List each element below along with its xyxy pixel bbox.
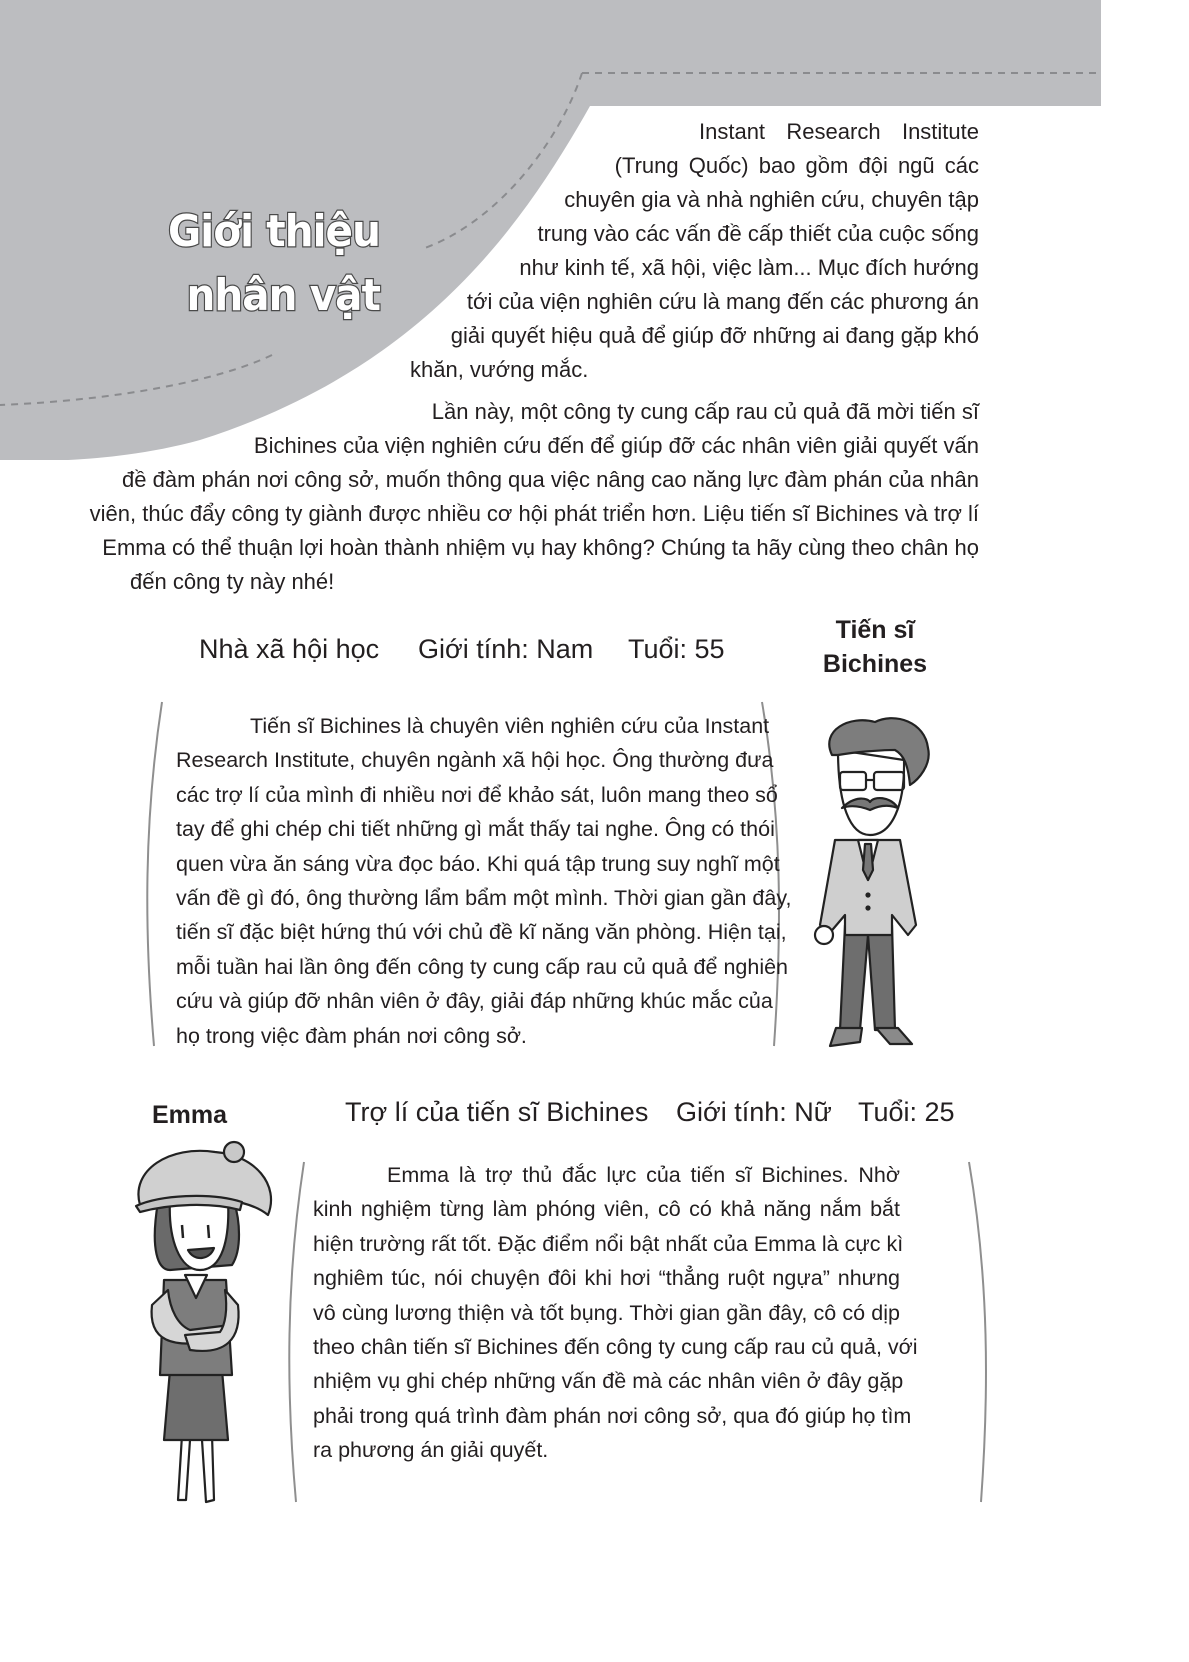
intro-line: chuyên gia và nhà nghiên cứu, chuyên tập bbox=[564, 187, 979, 212]
bio-line: hiện trường rất tốt. Đặc điểm nổi bật nhất của Emma là cực kì bbox=[313, 1231, 904, 1256]
intro-line: (Trung Quốc) bao gồm đội ngũ các bbox=[614, 153, 979, 178]
intro-line: tới của viện nghiên cứu là mang đến các phương án bbox=[466, 289, 979, 314]
intro-line bbox=[699, 115, 979, 149]
bio-line: theo chân tiến sĩ Bichines đến công ty cung cấp rau củ quả, với bbox=[313, 1335, 918, 1360]
character-name bbox=[815, 613, 935, 681]
intro-line: giải quyết hiệu quả để giúp đỡ những ai đang gặp khó bbox=[450, 323, 979, 348]
assistant-illustration bbox=[130, 1140, 290, 1510]
intro-line: đến công ty này nhé! bbox=[130, 569, 335, 594]
character-gender: Giới tính: Nam bbox=[418, 634, 594, 664]
bio-line: phải trong quá trình đàm phán nơi công sở, qua đó giúp họ tìm bbox=[313, 1403, 912, 1428]
bio-line: Tiến sĩ Bichines là chuyên viên nghiên cứu của Instant bbox=[250, 714, 770, 738]
character-role: Nhà xã hội học bbox=[199, 634, 380, 664]
bio-line: mỗi tuần hai lần ông đến công ty cung cấp rau củ quả để nghiên bbox=[176, 954, 789, 979]
bio-line: quen vừa ăn sáng vừa đọc báo. Khi quá tập trung suy nghĩ một bbox=[176, 851, 780, 876]
right-bracket bbox=[965, 1160, 995, 1505]
intro-word: Institute bbox=[901, 119, 979, 144]
page-title-line-2: nhân vật bbox=[186, 270, 380, 321]
page-title bbox=[159, 200, 380, 328]
bio-line: ra phương án giải quyết. bbox=[313, 1438, 549, 1463]
intro-line: Lần này, một công ty cung cấp rau củ quả đã mời tiến sĩ bbox=[431, 399, 979, 424]
left-bracket bbox=[140, 700, 170, 1050]
character-gender: Giới tính: Nữ bbox=[676, 1097, 832, 1127]
intro-line: như kinh tế, xã hội, việc làm... Mục đích hướng bbox=[519, 255, 979, 280]
bio-line: nghiêm túc, nói chuyện đôi khi hơi “thẳng ruột ngựa” nhưng bbox=[313, 1266, 900, 1291]
intro-line: Emma có thể thuận lợi hoàn thành nhiệm vụ hay không? Chúng ta hãy cùng theo chân họ bbox=[102, 535, 979, 560]
character-age: Tuổi: 25 bbox=[858, 1097, 955, 1127]
intro-line: khăn, vướng mắc. bbox=[410, 357, 589, 382]
professor-illustration bbox=[800, 710, 940, 1050]
intro-line: Bichines của viện nghiên cứu đến để giúp đỡ các nhân viên giải quyết vấn bbox=[253, 433, 979, 458]
bio-line: họ trong việc đàm phán nơi công sở. bbox=[176, 1023, 527, 1048]
bio-line: tay để ghi chép chi tiết những gì mắt thấy tai nghe. Ông có thói bbox=[176, 817, 775, 842]
intro-line: viên, thúc đẩy công ty giành được nhiều cơ hội phát triển hơn. Liệu tiến sĩ Bichines và trợ lí bbox=[89, 501, 979, 526]
page-title-line-1: Giới thiệu bbox=[167, 206, 380, 257]
character-role: Trợ lí của tiến sĩ Bichines bbox=[345, 1097, 649, 1127]
character-name-line: Tiến sĩ bbox=[835, 616, 915, 644]
bio-line: Research Institute, chuyên ngành xã hội học. Ông thường đưa bbox=[176, 748, 774, 773]
character-name-line: Bichines bbox=[822, 650, 928, 678]
character-bio bbox=[313, 1158, 918, 1468]
bio-line: Emma là trợ thủ đắc lực của tiến sĩ Bichines. Nhờ bbox=[387, 1163, 900, 1187]
character-age: Tuổi: 55 bbox=[628, 634, 725, 664]
intro-line: trung vào các vấn đề cấp thiết của cuộc sống bbox=[537, 221, 979, 246]
bio-line: các trợ lí của mình đi nhiều nơi để khảo sát, luôn mang theo sổ bbox=[176, 782, 778, 807]
bio-line: vấn đề gì đó, ông thường lẩm bẩm một mình. Thời gian gần đây, bbox=[176, 886, 792, 911]
bio-line: kinh nghiệm từng làm phóng viên, cô có khả năng nắm bắt bbox=[313, 1197, 900, 1222]
bio-line: vô cùng lương thiện và tốt bụng. Thời gian gần đây, cô có dịp bbox=[313, 1300, 900, 1325]
intro-word: Instant bbox=[699, 119, 766, 144]
bio-line: cứu và giúp đỡ nhân viên ở đây, giải đáp những khúc mắc của bbox=[176, 989, 773, 1014]
intro-word: Research bbox=[786, 119, 881, 144]
bio-line: tiến sĩ đặc biệt hứng thú với chủ đề kĩ năng văn phòng. Hiện tại, bbox=[176, 920, 787, 945]
intro-line: đề đàm phán nơi công sở, muốn thông qua việc nâng cao năng lực đàm phán của nhân bbox=[122, 467, 979, 492]
character-name bbox=[152, 1098, 228, 1132]
bio-line: nhiệm vụ ghi chép những vấn đề mà các nhân viên ở đây gặp bbox=[313, 1369, 904, 1394]
character-bio bbox=[176, 709, 792, 1053]
character-name-line: Emma bbox=[152, 1101, 228, 1129]
